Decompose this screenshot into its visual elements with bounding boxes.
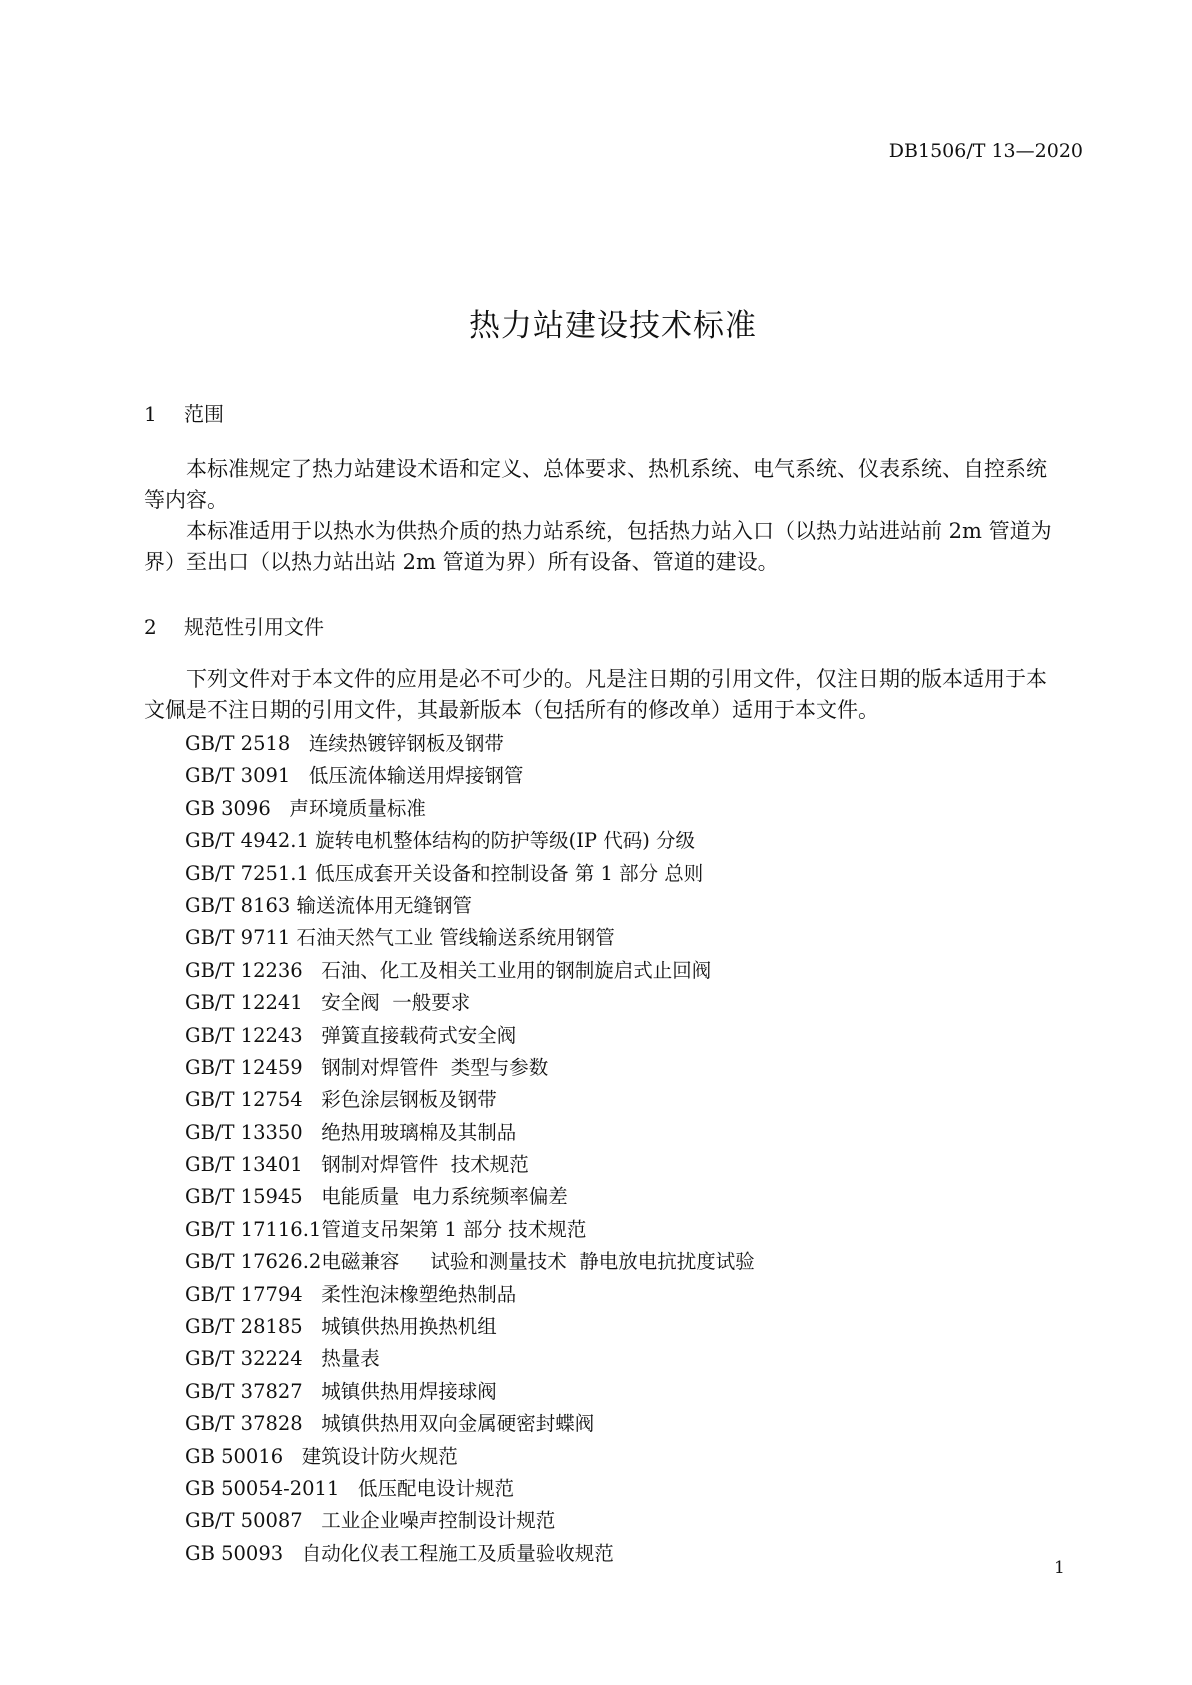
reference-item: GB 50093 自动化仪表工程施工及质量验收规范 [185,1541,614,1565]
reference-item: GB/T 3091 低压流体输送用焊接钢管 [185,764,524,788]
reference-item: GB/T 28185 城镇供热用换热机组 [185,1315,497,1339]
page-number: 1 [1054,1558,1065,1578]
section-heading-scope [144,398,224,427]
reference-item: GB/T 12236 石油、化工及相关工业用的钢制旋启式止回阀 [185,958,712,982]
section-heading-references [144,611,324,640]
document-code: DB1506/T 13—2020 [888,140,1083,162]
reference-item: GB/T 32224 热量表 [185,1347,380,1371]
reference-item: GB/T 17116.1管道支吊架第 1 部分 技术规范 [185,1217,587,1241]
reference-item: GB/T 17626.2电磁兼容 试验和测量技术 静电放电抗扰度试验 [185,1250,755,1274]
reference-item: GB/T 12241 安全阀 一般要求 [185,991,471,1015]
reference-item: GB/T 7251.1 低压成套开关设备和控制设备 第 1 部分 总则 [185,861,704,885]
section-title: 范围 [184,402,224,426]
reference-item: GB/T 37828 城镇供热用双向金属硬密封蝶阀 [185,1412,595,1436]
reference-item: GB/T 12459 钢制对焊管件 类型与参数 [185,1055,549,1079]
reference-list [185,728,755,1570]
reference-item: GB 50016 建筑设计防火规范 [185,1444,458,1468]
reference-item: GB 3096 声环境质量标准 [185,796,426,820]
reference-item: GB/T 12243 弹簧直接载荷式安全阀 [185,1023,517,1047]
paragraph: 本标准适用于以热水为供热介质的热力站系统，包括热力站入口（以热力站进站前 2m 管道为界）至出口（以热力站出站 2m 管道为界）所有设备、管道的建设。 [144,519,1052,574]
reference-item: GB/T 4942.1 旋转电机整体结构的防护等级(IP 代码) 分级 [185,829,696,853]
reference-item: GB/T 37827 城镇供热用焊接球阀 [185,1379,497,1403]
reference-item: GB/T 8163 输送流体用无缝钢管 [185,893,473,917]
reference-item: GB/T 13350 绝热用玻璃棉及其制品 [185,1120,517,1144]
reference-item: GB/T 17794 柔性泡沫橡塑绝热制品 [185,1282,517,1306]
reference-item: GB/T 13401 钢制对焊管件 技术规范 [185,1153,529,1177]
section-title: 规范性引用文件 [184,615,324,639]
reference-item: GB 50054-2011 低压配电设计规范 [185,1476,514,1500]
reference-item: GB/T 2518 连续热镀锌钢板及钢带 [185,732,504,755]
paragraph: 下列文件对于本文件的应用是必不可少的。凡是注日期的引用文件，仅注日期的版本适用于本文佩是不注日期的引用文件，其最新版本（包括所有的修改单）适用于本文件。 [144,667,1047,722]
section-number: 1 [144,402,157,426]
reference-item: GB/T 15945 电能质量 电力系统频率偏差 [185,1185,568,1209]
reference-item: GB/T 50087 工业企业噪声控制设计规范 [185,1509,556,1533]
paragraph: 本标准规定了热力站建设术语和定义、总体要求、热机系统、电气系统、仪表系统、自控系统等内容。 [144,457,1047,512]
reference-item: GB/T 9711 石油天然气工业 管线输送系统用钢管 [185,926,615,950]
reference-item: GB/T 12754 彩色涂层钢板及钢带 [185,1088,497,1112]
page-title: 热力站建设技术标准 [469,308,757,344]
section-number: 2 [144,615,157,639]
